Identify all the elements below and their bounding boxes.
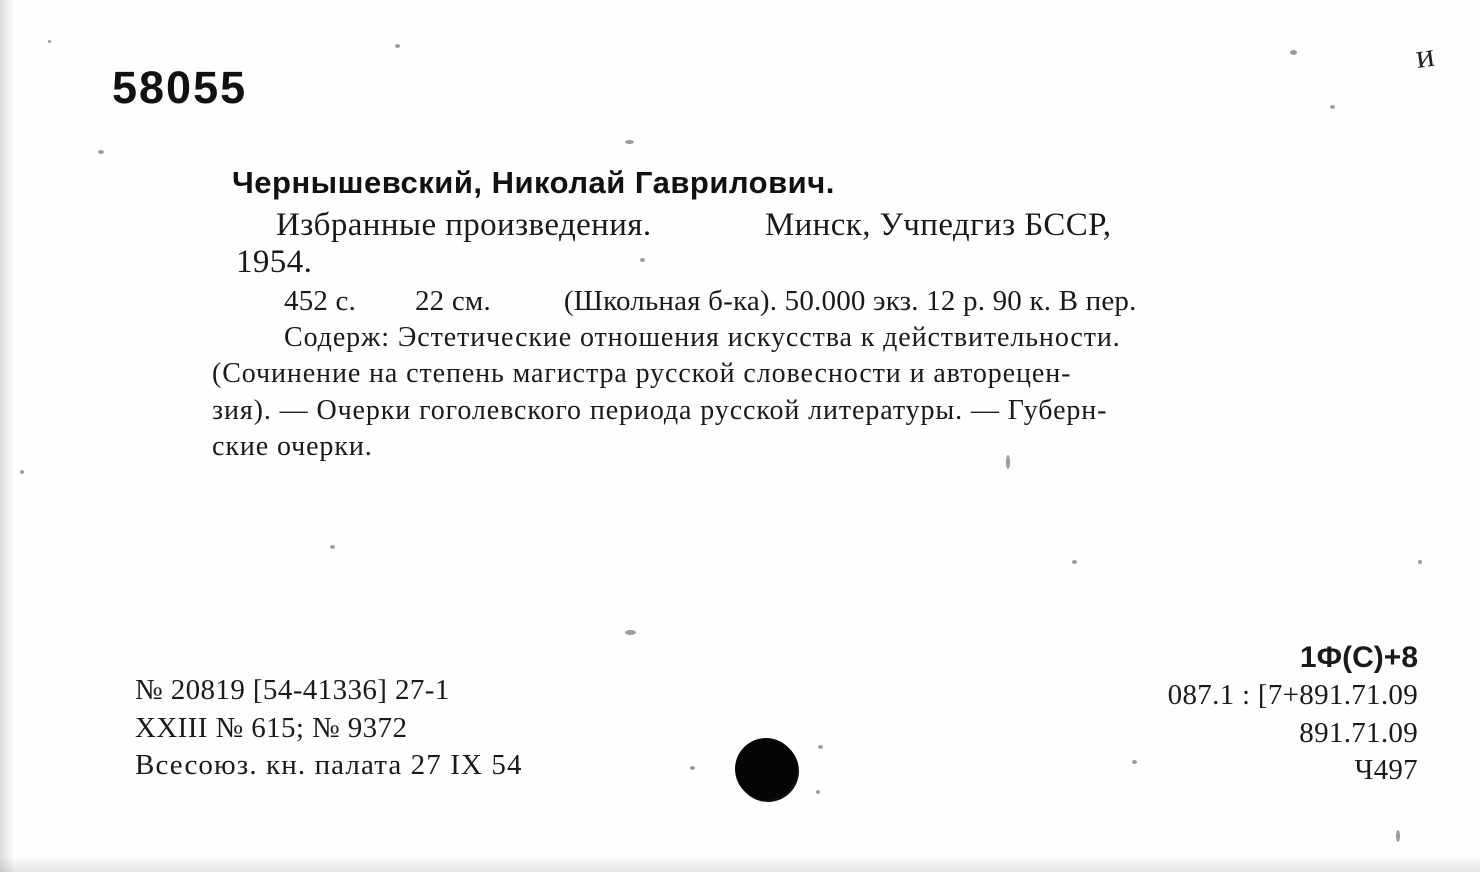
record-title-line (232, 207, 1417, 244)
record-author: Чернышевский, Николай Гаврилович. (232, 165, 835, 200)
contents-line-1: Содерж: Эстетические отношения искусства к действительности. (284, 322, 1121, 353)
scan-edge-shadow-left (0, 0, 14, 872)
footer-secondary-numbers: XXIII № 615; № 9372 (135, 711, 408, 744)
scan-speck-icon (1396, 830, 1400, 842)
record-size: 22 см. (414, 285, 491, 317)
scan-speck-icon (98, 150, 104, 154)
record-title: Избранные произведения. (276, 207, 652, 243)
scan-speck-icon (1132, 760, 1137, 764)
handwritten-corner-mark: и (1413, 37, 1435, 76)
punch-hole-icon (735, 738, 797, 800)
scan-speck-icon (330, 545, 335, 549)
bibliographic-record (212, 165, 1417, 466)
scan-speck-icon (625, 140, 634, 144)
scan-edge-shadow-bottom (0, 856, 1480, 872)
record-series-and-print-run: (Школьная б-ка). 50.000 экз. 12 р. 90 к. В пер. (563, 285, 1137, 317)
footer-left-block (135, 672, 523, 785)
accession-number: 58055 (112, 62, 248, 113)
record-collation (232, 285, 1417, 318)
udc-line-2: 891.71.09 (1299, 716, 1418, 749)
scan-speck-icon (1330, 105, 1335, 109)
contents-line-2: (Сочинение на степень магистра русской словесности и авторецен- (212, 358, 1072, 390)
footer-right-block (1168, 638, 1418, 790)
scan-speck-icon (690, 766, 695, 770)
record-year: 1954. (236, 244, 313, 280)
record-imprint: Минск, Учпедгиз БССР, (764, 207, 1112, 243)
scan-speck-icon (816, 790, 820, 794)
scan-speck-icon (1072, 560, 1077, 564)
scan-speck-icon (395, 44, 400, 48)
record-contents-note (212, 320, 1417, 466)
record-pages: 452 с. (284, 285, 357, 317)
footer-record-number: № 20819 [54-41336] 27-1 (135, 674, 450, 706)
scan-speck-icon (625, 630, 636, 635)
contents-line-4: ские очерки. (212, 431, 373, 463)
scan-speck-icon (818, 745, 823, 749)
contents-line-3: зия). — Очерки гоголевского периода русской литературы. — Губерн- (212, 394, 1108, 426)
scan-speck-icon (1290, 50, 1297, 55)
footer-issuing-agency: Всесоюз. кн. палата 27 IX 54 (135, 749, 523, 782)
udc-line-1: 087.1 : [7+891.71.09 (1167, 679, 1418, 711)
scan-speck-icon (1418, 560, 1422, 564)
scan-speck-icon (48, 40, 51, 43)
scan-speck-icon (20, 470, 24, 474)
classification-code: 1Ф(С)+8 (1299, 641, 1418, 674)
author-mark: Ч497 (1354, 754, 1418, 787)
